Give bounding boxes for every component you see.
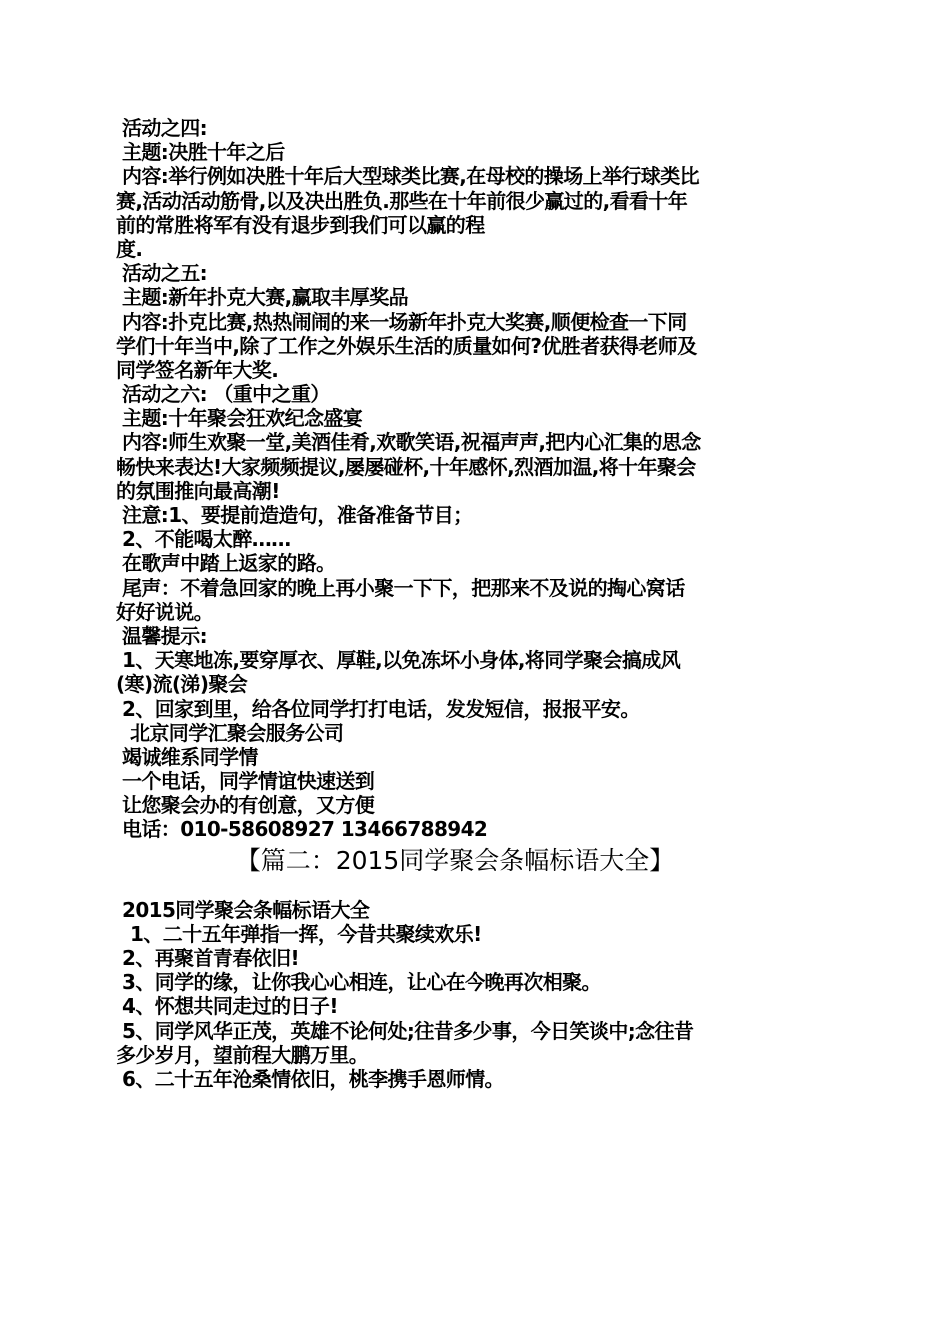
activity-5-content-line-1: 内容:扑克比赛,热热闹闹的来一场新年扑克大奖赛,顺便检查一下同 xyxy=(122,309,687,334)
activity-6-content-line-1: 内容:师生欢聚一堂,美酒佳肴,欢歌笑语,祝福声声,把内心汇集的思念 xyxy=(122,430,701,455)
activity-6-theme: 主题:十年聚会狂欢纪念盛宴 xyxy=(122,406,363,431)
company-slogan-2: 一个电话，同学情谊快速送到 xyxy=(122,769,375,794)
notice-line-3: 在歌声中踏上返家的路。 xyxy=(122,551,336,576)
chapter-heading: 【篇二：2015同学聚会条幅标语大全】 xyxy=(235,845,675,875)
tip-2: 2、回家到里，给各位同学打打电话，发发短信，报报平安。 xyxy=(122,696,640,721)
activity-5-content-line-3: 同学签名新年大奖. xyxy=(116,357,279,382)
banner-item-2: 2、再聚首青春依旧! xyxy=(122,946,300,970)
banner-item-5-line-2: 多少岁月，望前程大鹏万里。 xyxy=(116,1042,369,1067)
company-name: 北京同学汇聚会服务公司 xyxy=(130,720,344,745)
banner-item-3: 3、同学的缘，让你我心心相连，让心在今晚再次相聚。 xyxy=(122,970,601,995)
activity-4-theme: 主题:决胜十年之后 xyxy=(122,140,285,165)
ending-line-2: 好好说说。 xyxy=(116,599,213,624)
ending-line-1: 尾声：不着急回家的晚上再小聚一下下，把那来不及说的掏心窝话 xyxy=(122,575,685,600)
banner-item-5-line-1: 5、同学风华正茂，英雄不论何处;往昔多少事，今日笑谈中;念往昔 xyxy=(122,1018,694,1043)
activity-4-label: 活动之四: xyxy=(122,116,207,140)
company-phone: 电话：010-58608927 13466788942 xyxy=(122,817,488,842)
activity-4-content-line-2: 赛,活动活动筋骨,以及决出胜负.那些在十年前很少赢过的,看看十年 xyxy=(116,188,688,213)
document-body xyxy=(116,116,834,1091)
company-slogan-1: 竭诚维系同学情 xyxy=(122,744,258,769)
tips-label: 温馨提示: xyxy=(122,623,207,648)
activity-6-content-line-3: 的氛围推向最高潮! xyxy=(116,478,280,503)
company-slogan-3: 让您聚会办的有创意，又方便 xyxy=(122,793,375,818)
banner-item-6: 6、二十五年沧桑情依旧，桃李携手恩师情。 xyxy=(122,1066,504,1091)
activity-5-content-line-2: 学们十年当中,除了工作之外娱乐生活的质量如何?优胜者获得老师及 xyxy=(116,333,697,358)
activity-5-theme: 主题:新年扑克大赛,赢取丰厚奖品 xyxy=(122,285,408,310)
notice-line-1: 注意:1、要提前造造句，准备准备节目； xyxy=(122,503,473,527)
tip-1-line-2: (寒)流(涕)聚会 xyxy=(116,672,248,697)
activity-4-content-line-4: 度. xyxy=(116,236,143,261)
activity-4-content-line-3: 前的常胜将军有没有退步到我们可以赢的程 xyxy=(116,212,485,237)
banner-item-1: 1、二十五年弹指一挥，今昔共聚续欢乐! xyxy=(130,921,482,946)
activity-6-label: 活动之六: （重中之重） xyxy=(122,382,330,407)
activity-6-content-line-2: 畅快来表达!大家频频提议,屡屡碰杯,十年感怀,烈酒加温,将十年聚会 xyxy=(116,454,696,479)
activity-4-content-line-1: 内容:举行例如决胜十年后大型球类比赛,在母校的操场上举行球类比 xyxy=(122,164,699,189)
notice-line-2: 2、不能喝太醉…… xyxy=(122,527,291,552)
banner-list-title: 2015同学聚会条幅标语大全 xyxy=(122,897,370,922)
tip-1-line-1: 1、天寒地冻,要穿厚衣、厚鞋,以免冻坏小身体,将同学聚会搞成风 xyxy=(122,648,681,673)
activity-5-label: 活动之五: xyxy=(122,261,207,286)
banner-item-4: 4、怀想共同走过的日子! xyxy=(122,994,338,1019)
